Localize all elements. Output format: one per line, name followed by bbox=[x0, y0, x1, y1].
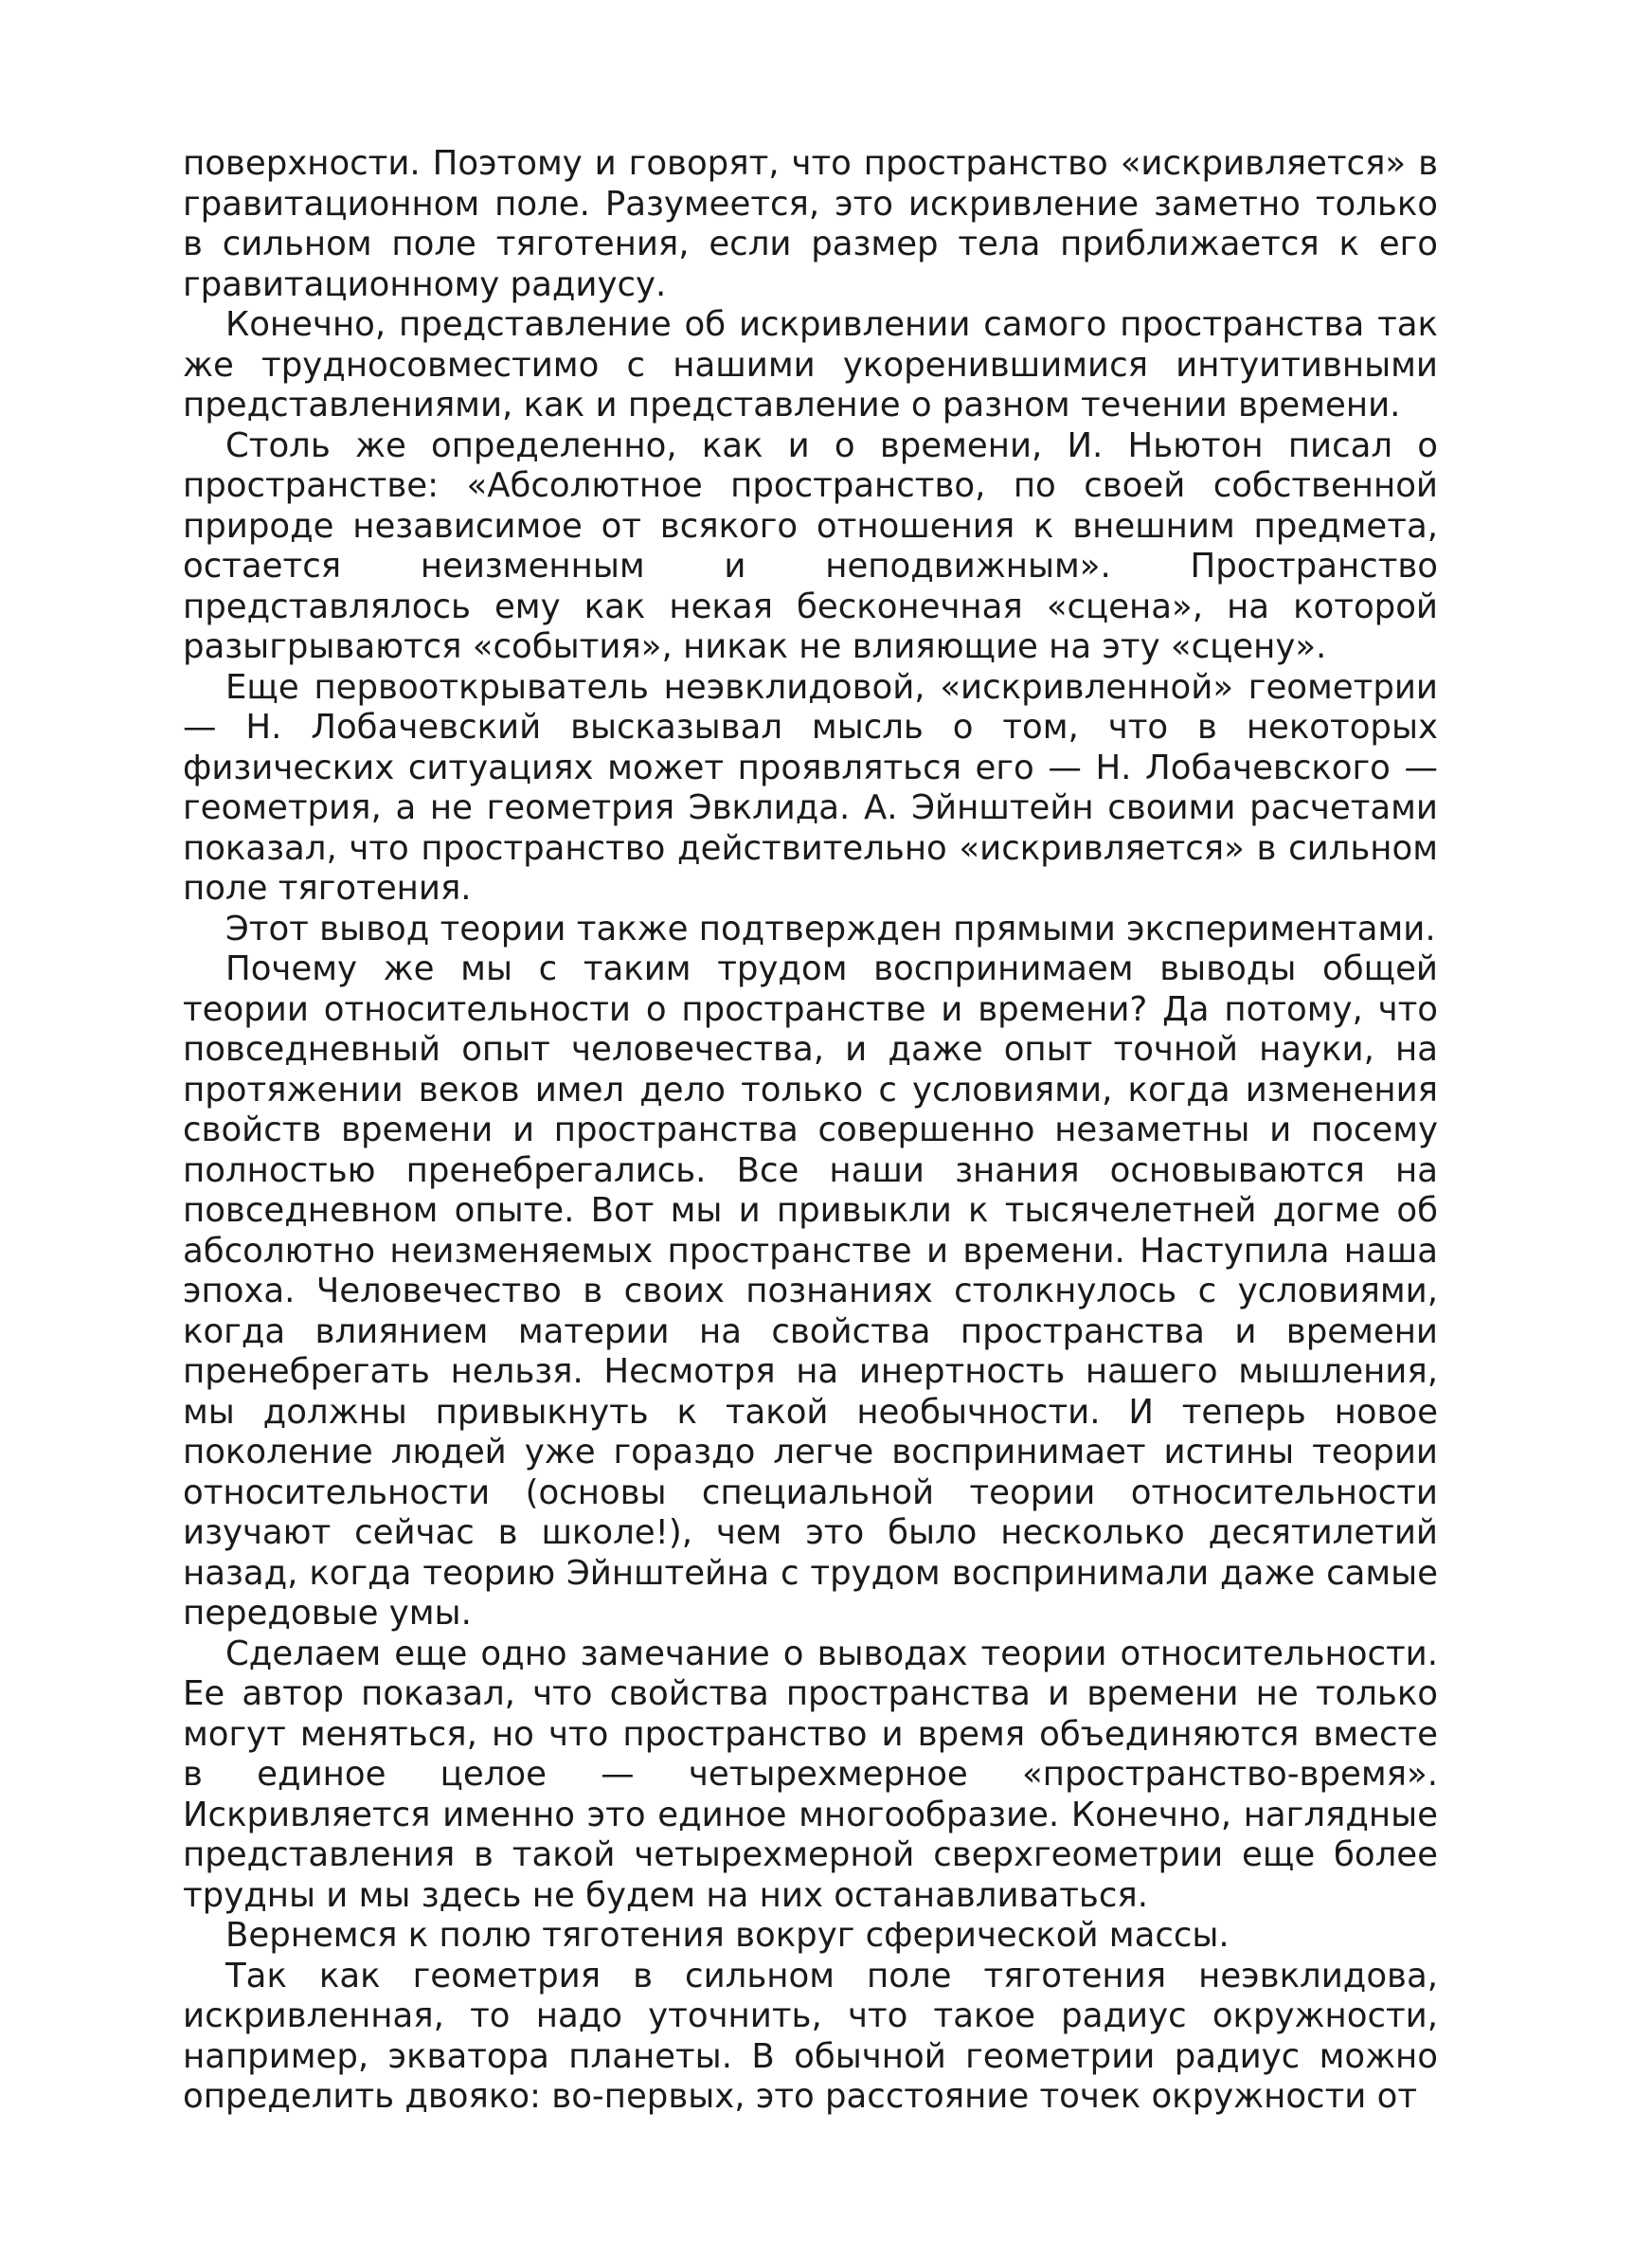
paragraph-6: Почему же мы с таким трудом воспринимаем выводы общей теории относительности о пространстве и времени? Да потому, что повседневный опыт человечества, и даже опыт точной науки, на протяжении веков имел дело только с условиями, когда изменения свойств времени и пространства совершенно незаметны и посему полностью пренебрегались. Все наши знания основываются на повседневном опыте. Вот мы и привыкли к тысячелетней догме об абсолютно неизменяемых пространстве и времени. Наступила наша эпоха. Человечество в своих познаниях столкнулось с условиями, когда влиянием материи на свойства пространства и времени пренебрегать нельзя. Несмотря на инертность нашего мышления, мы должны привыкнуть к такой необычности. И теперь новое поколение людей уже гораздо легче воспринимает истины теории относительности (основы специальной теории относительности изучают сейчас в школе!), чем это было несколько десятилетий назад, когда теорию Эйнштейна с трудом воспринимали даже самые передовые умы. bbox=[183, 949, 1438, 1633]
paragraph-7: Сделаем еще одно замечание о выводах теории относительности. Ее автор показал, что свойства пространства и времени не только могут меняться, но что пространство и время объединяются вместе в единое целое — четырехмерное «пространство-время». Искривляется именно это единое многообразие. Конечно, наглядные представления в такой четырехмерной сверхгеометрии еще более трудны и мы здесь не будем на них останавливаться. bbox=[183, 1634, 1438, 1915]
paragraph-3: Столь же определенно, как и о времени, И. Ньютон писал о пространстве: «Абсолютное пространство, по своей собственной природе независимое от всякого отношения к внешним предмета, остается неизменным и неподвижным». Пространство представлялось ему как некая бесконечная «сцена», на которой разыгрываются «события», никак не влияющие на эту «сцену». bbox=[183, 425, 1438, 666]
paragraph-1: поверхности. Поэтому и говорят, что пространство «искривляется» в гравитационном поле. Разумеется, это искривление заметно только в сильном поле тяготения, если размер тела приближается к его гравитационному радиусу. bbox=[183, 144, 1438, 304]
paragraph-5: Этот вывод теории также подтвержден прямыми экспериментами. bbox=[225, 909, 1436, 948]
paragraph-2: Конечно, представление об искривлении самого пространства так же трудносовместимо с нашими укоренившимися интуитивными представлениями, как и представление о разном течении времени. bbox=[183, 305, 1438, 424]
paragraph-8: Вернемся к полю тяготения вокруг сферической массы. bbox=[225, 1916, 1230, 1955]
paragraph-4: Еще первооткрыватель неэвклидовой, «искривленной» геометрии — Н. Лобачевский высказывал мысль о том, что в некоторых физических ситуациях может проявляться его — Н. Лобачевского — геометрия, а не геометрия Эвклида. А. Эйнштейн своими расчетами показал, что пространство действительно «искривляется» в сильном поле тяготения. bbox=[183, 667, 1438, 908]
document-page bbox=[183, 144, 1438, 2118]
paragraph-9: Так как геометрия в сильном поле тяготения неэвклидова, искривленная, то надо уточнить, что такое радиус окружности, например, экватора планеты. В обычной геометрии радиус можно определить двояко: во-первых, это расстояние точек окружности от bbox=[183, 1956, 1438, 2116]
